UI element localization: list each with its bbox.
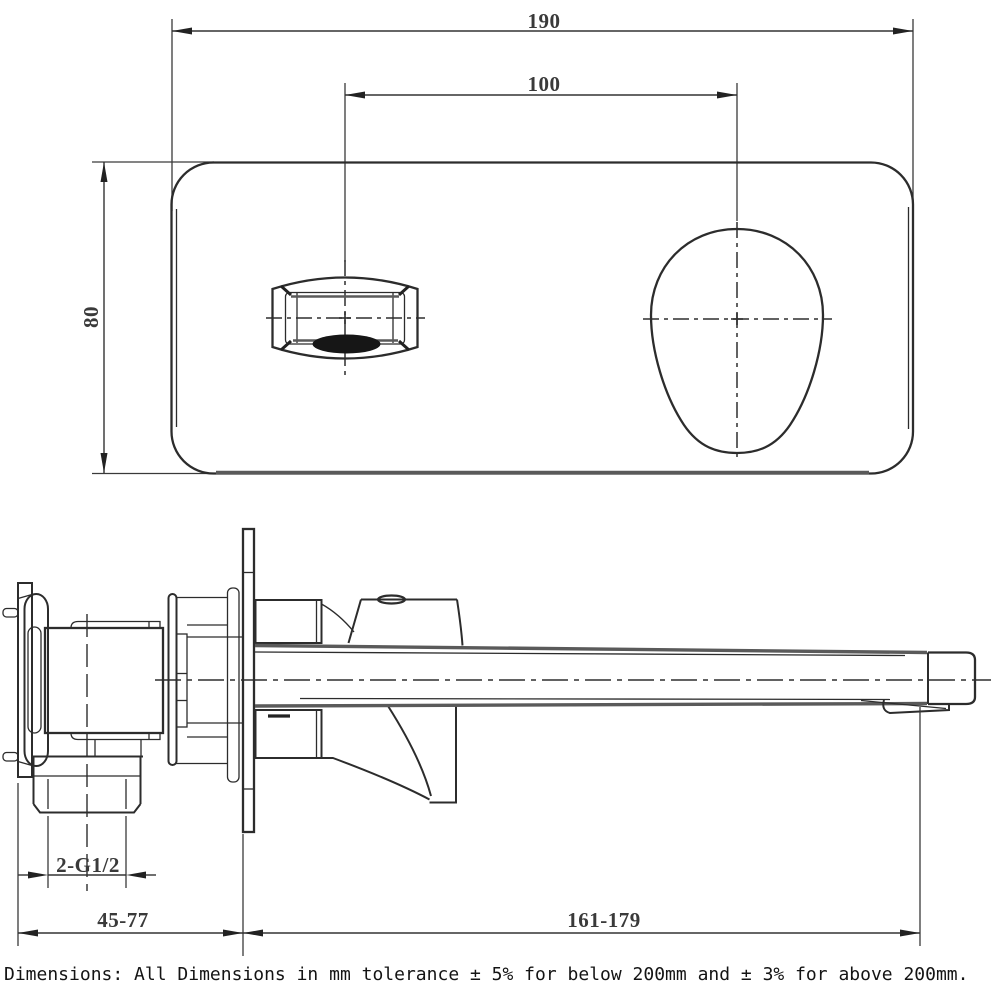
- dim-label-centers: 100: [527, 72, 561, 96]
- dim-label-wall-depth: 45-77: [97, 908, 149, 932]
- dim-label-width: 190: [527, 9, 561, 33]
- dim-label-thread: 2-G1/2: [56, 853, 120, 877]
- dim-label-spout-reach: 161-179: [567, 908, 641, 932]
- dim-label-height: 80: [79, 306, 103, 328]
- tolerance-note: Dimensions: All Dimensions in mm tolerance ± 5% for below 200mm and ± 3% for above 200mm.: [4, 964, 969, 985]
- handle-lever-shadow: [313, 335, 381, 354]
